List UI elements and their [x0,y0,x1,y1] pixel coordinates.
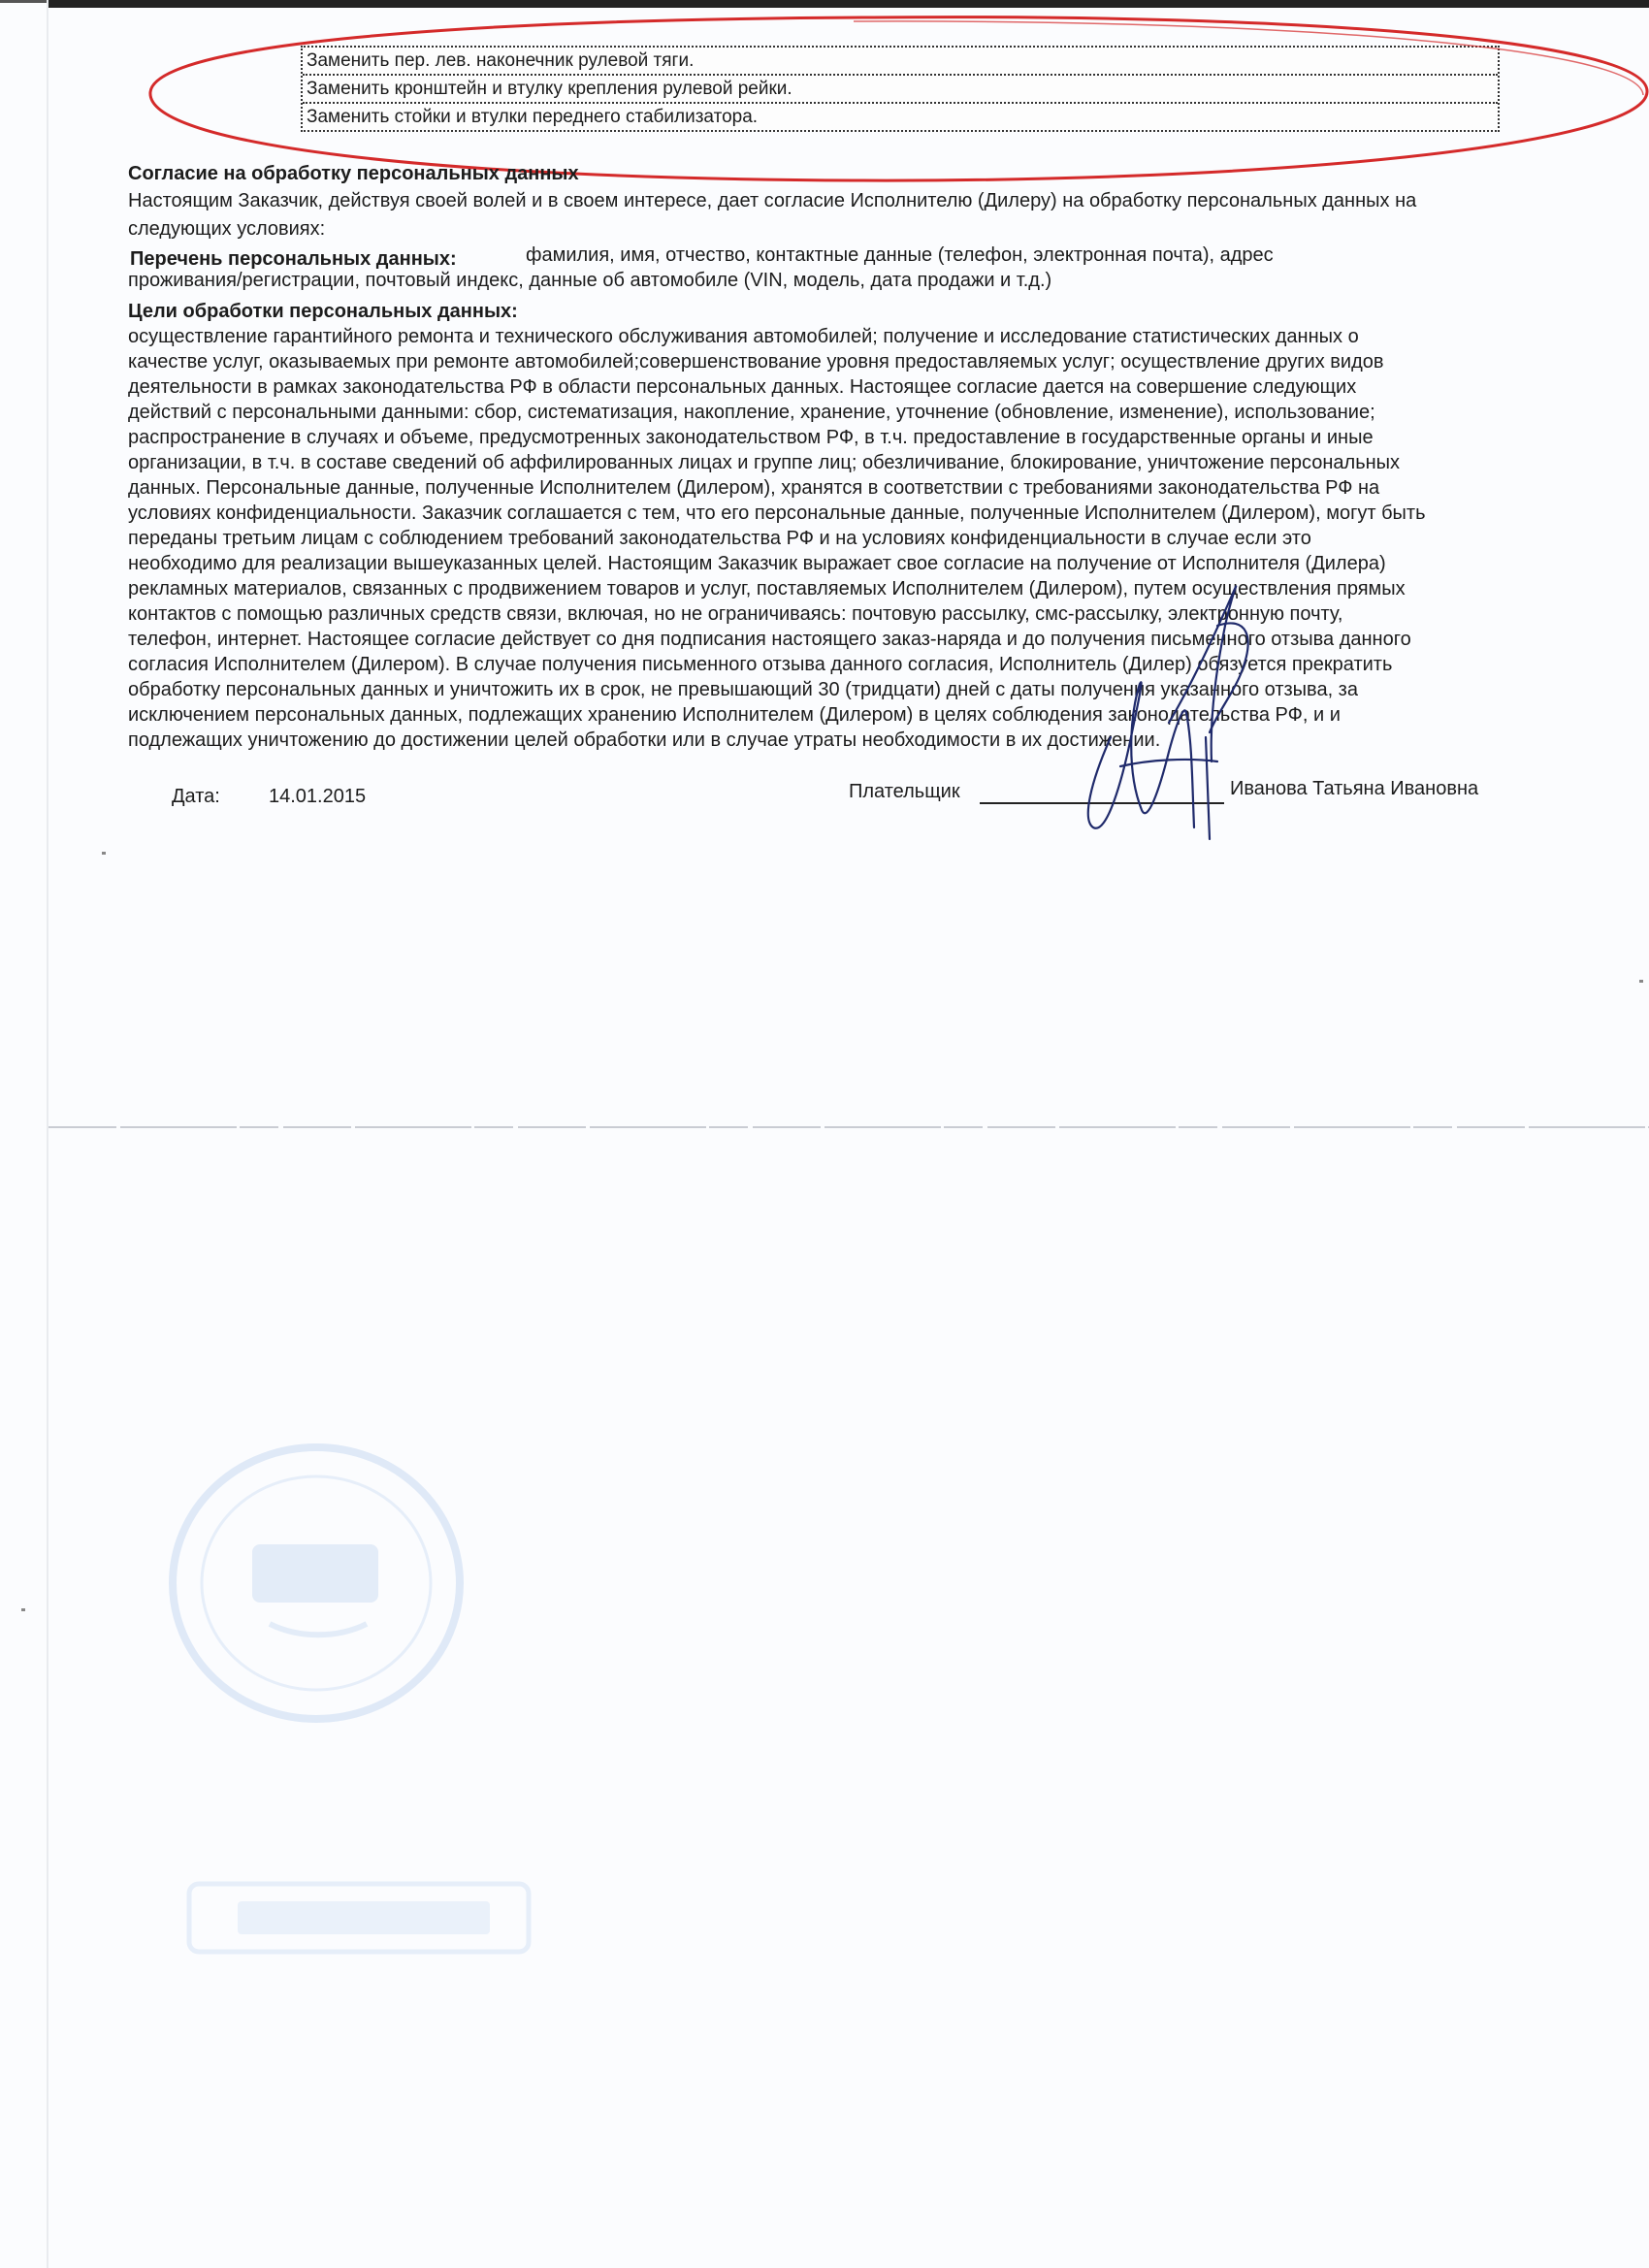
date-value: 14.01.2015 [269,786,367,807]
date-label: Дата: [172,786,220,807]
scan-speck [21,1608,25,1611]
scan-edge [47,0,48,2268]
data-list-text: фамилия, имя, отчество, контактные данные (телефон, электронная почта), адрес [526,244,1274,266]
paragraph-line: рекламных материалов, связанных с продвижением товаров и услуг, поставляемых Исполнителем (Дилером), путем осуществления прямых [128,578,1406,599]
faint-stamp [163,1440,473,1731]
paragraph-line: условиях конфиденциальности. Заказчик соглашается с тем, что его персональные данные, полученные Исполнителем (Дилером), могут быть [128,502,1426,524]
paragraph-line: обработку персональных данных и уничтожить их в срок, не превышающий 30 (тридцати) дней с даты получения указанного отзыва, за [128,679,1358,700]
paragraph-line: телефон, интернет. Настоящее согласие действует со дня подписания настоящего заказ-наряда и до получения письменного отзыва данного [128,629,1411,650]
consent-intro-line: Настоящим Заказчик, действуя своей волей и в своем интересе, дает согласие Исполнителю (Дилеру) на обработку персональных данных на [128,190,1417,211]
paragraph-line: данных. Персональные данные, полученные Исполнителем (Дилером), хранятся в соответствии с требованиями законодательства РФ на [128,477,1380,499]
consent-intro-line: следующих условиях: [128,218,326,240]
paragraph-line: осуществление гарантийного ремонта и технического обслуживания автомобилей; получение и исследование статистических данных о [128,326,1359,347]
paragraph-line: распространение в случаях и объеме, предусмотренных законодательством РФ, в т.ч. предоставление в государственные органы и иные [128,427,1374,448]
paragraph-line: качестве услуг, оказываемых при ремонте автомобилей;совершенствование уровня предоставляемых услуг; осуществление других видов [128,351,1384,373]
paragraph-line: действий с персональными данными: сбор, систематизация, накопление, хранение, уточнение (обновление, изменение), использование; [128,402,1375,423]
payer-name: Иванова Татьяна Ивановна [1230,778,1479,799]
data-list-text: проживания/регистрации, почтовый индекс, данные об автомобиле (VIN, модель, дата продажи и т.д.) [128,270,1052,291]
fold-line [48,1125,1649,1128]
paragraph-line: согласия Исполнителем (Дилером). В случае получения письменного отзыва данного согласия, Исполнитель (Дилер) обязуется прекратить [128,654,1393,675]
faint-stamp [179,1863,548,1979]
paragraph-line: деятельности в рамках законодательства РФ в области персональных данных. Настоящее согласие дается на совершение следующих [128,376,1357,398]
paragraph-line: необходимо для реализации вышеуказанных целей. Настоящим Заказчик выражает свое согласие на получение от Исполнителя (Дилера) [128,553,1386,574]
paragraph-line: исключением персональных данных, подлежащих хранению Исполнителем (Дилером) в целях соблюдения законодательства РФ, и и [128,704,1341,726]
paragraph-line: организации, в т.ч. в составе сведений об аффилированных лицах и группе лиц; обезличивание, блокирование, уничтожение персональных [128,452,1401,473]
task-row: Заменить кронштейн и втулку крепления рулевой рейки. [303,76,1498,104]
task-row: Заменить пер. лев. наконечник рулевой тяги. [303,48,1498,76]
scan-speck [102,852,106,855]
signature-mark [1062,567,1295,849]
data-list-heading: Перечень персональных данных: [130,248,457,270]
goals-heading: Цели обработки персональных данных: [128,301,518,322]
paragraph-line: переданы третьим лицам с соблюдением требований законодательства РФ и на условиях конфиденциальности в случае если это [128,528,1311,549]
paragraph-line: контактов с помощью различных средств связи, включая, но не ограничиваясь: почтовую рассылку, смс-рассылку, электронную почту, [128,603,1343,625]
task-row: Заменить стойки и втулки переднего стабилизатора. [307,107,759,127]
paragraph-line: подлежащих уничтожению до достижении целей обработки или в случае утраты необходимости в их достижении. [128,729,1161,751]
scan-speck [1639,980,1643,983]
consent-title: Согласие на обработку персональных данных [128,163,579,184]
payer-label: Плательщик [849,781,960,802]
